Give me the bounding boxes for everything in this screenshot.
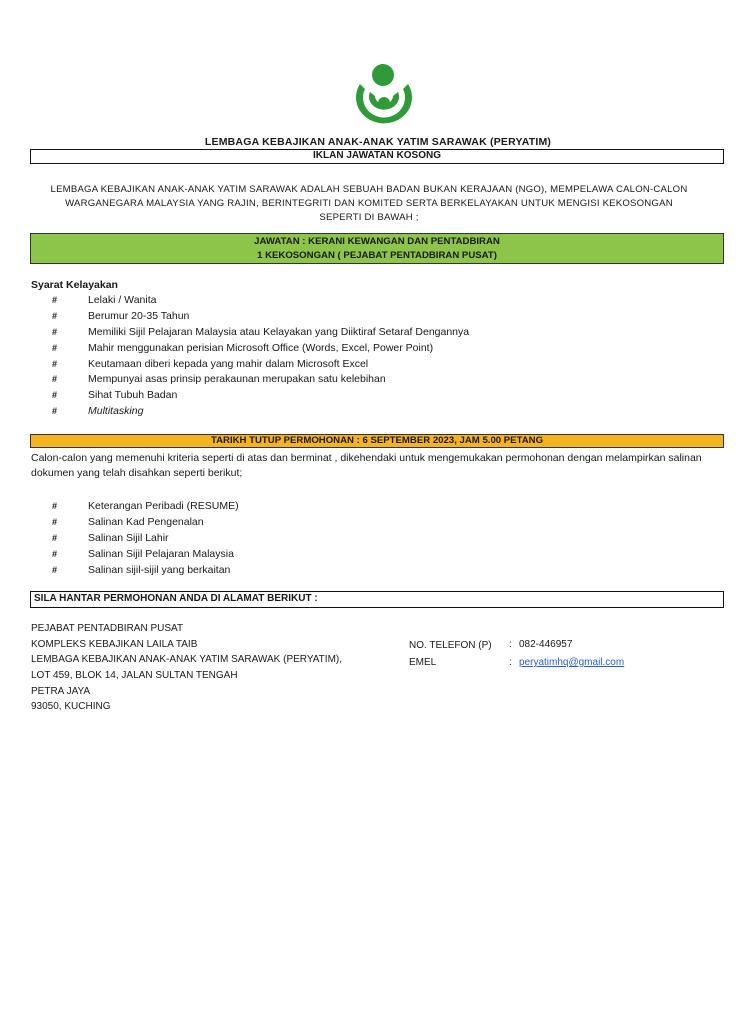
- bullet-hash: #: [52, 532, 58, 543]
- list-item: # Sihat Tubuh Badan: [52, 388, 469, 404]
- address-line: LEMBAGA KEBAJIKAN ANAK-ANAK YATIM SARAWAK (PERYATIM),: [31, 654, 343, 666]
- email-separator: :: [509, 657, 512, 668]
- qualifications-heading: Syarat Kelayakan: [31, 279, 118, 291]
- bullet-hash: #: [52, 295, 58, 305]
- bullet-hash: #: [52, 516, 58, 527]
- notice-title: IKLAN JAWATAN KOSONG: [313, 150, 441, 161]
- bullet-hash: #: [52, 310, 58, 321]
- list-item: # Keterangan Peribadi (RESUME): [52, 499, 239, 515]
- list-item: # Salinan Sijil Pelajaran Malaysia: [52, 547, 239, 563]
- phone-value: 082-446957: [519, 639, 573, 650]
- send-to-box: [30, 591, 724, 608]
- address-line: 93050, KUCHING: [31, 701, 111, 713]
- documents-instruction: Calon-calon yang memenuhi kriteria seperti di atas dan berminat , dikehendaki untuk mengemukakan permohonan dengan melampirkan salinan dokumen yang telah disahkan seperti berikut;: [31, 452, 702, 479]
- position-vacancy: 1 KEKOSONGAN ( PEJABAT PENTADBIRAN PUSAT): [257, 250, 497, 261]
- bullet-hash: #: [52, 342, 58, 353]
- list-item: # Memiliki Sijil Pelajaran Malaysia atau Kelayakan yang Diiktiraf Setaraf Dengannya: [52, 325, 469, 341]
- bullet-hash: #: [52, 501, 58, 511]
- position-banner: [30, 233, 724, 264]
- email-link[interactable]: peryatimhq@gmail.com: [519, 657, 625, 668]
- list-item: # Multitasking: [52, 404, 469, 420]
- list-item: # Lelaki / Wanita: [52, 293, 469, 309]
- address-line: PEJABAT PENTADBIRAN PUSAT: [31, 623, 184, 634]
- send-to-label: SILA HANTAR PERMOHONAN ANDA DI ALAMAT BERIKUT :: [34, 593, 318, 604]
- list-item: # Berumur 20-35 Tahun: [52, 309, 469, 325]
- closing-date-banner: TARIKH TUTUP PERMOHONAN : 6 SEPTEMBER 2023, JAM 5.00 PETANG: [30, 434, 724, 448]
- bullet-hash: #: [52, 326, 58, 337]
- notice-title-box: [30, 149, 724, 164]
- documents-list: [52, 499, 239, 578]
- bullet-hash: #: [52, 374, 58, 385]
- address-line: LOT 459, BLOK 14, JALAN SULTAN TENGAH: [31, 670, 238, 682]
- logo-head: [372, 64, 394, 86]
- bullet-hash: #: [52, 548, 58, 559]
- list-item: # Salinan Sijil Lahir: [52, 531, 239, 547]
- qualifications-list: [52, 293, 469, 420]
- phone-label: NO. TELEFON (P): [409, 640, 492, 651]
- org-title: LEMBAGA KEBAJIKAN ANAK-ANAK YATIM SARAWAK (PERYATIM): [204, 136, 552, 148]
- peryatim-logo: [348, 62, 420, 130]
- address-line: KOMPLEKS KEBAJIKAN LAILA TAIB: [31, 638, 198, 650]
- intro-paragraph: LEMBAGA KEBAJIKAN ANAK-ANAK YATIM SARAWAK ADALAH SEBUAH BADAN BUKAN KERAJAAN (NGO), MEMPELAWA CALON-CALON WARGANEGARA MALAYSIA YANG RAJIN, BERINTEGRITI DAN KOMITED SERTA BERKELAYAKAN UNTUK MENGISI KEKOSONGAN SEPERTI DI BAWAH ;: [50, 184, 688, 223]
- list-item: # Salinan Kad Pengenalan: [52, 515, 239, 531]
- logo-core: [378, 97, 390, 109]
- bullet-hash: #: [52, 390, 58, 401]
- address-block: [31, 621, 342, 715]
- list-item: # Mahir menggunakan perisian Microsoft Office (Words, Excel, Power Point): [52, 341, 469, 357]
- bullet-hash: #: [52, 564, 58, 575]
- list-item: # Salinan sijil-sijil yang berkaitan: [52, 563, 239, 579]
- position-title: JAWATAN : KERANI KEWANGAN DAN PENTADBIRAN: [254, 236, 500, 247]
- phone-separator: :: [509, 639, 512, 650]
- email-label: EMEL: [409, 657, 437, 668]
- list-item: # Keutamaan diberi kepada yang mahir dalam Microsoft Excel: [52, 357, 469, 373]
- address-line: PETRA JAYA: [31, 685, 91, 697]
- bullet-hash: #: [52, 358, 58, 369]
- bullet-hash: #: [52, 406, 58, 417]
- list-item: # Mempunyai asas prinsip perakaunan merupakan satu kelebihan: [52, 372, 469, 388]
